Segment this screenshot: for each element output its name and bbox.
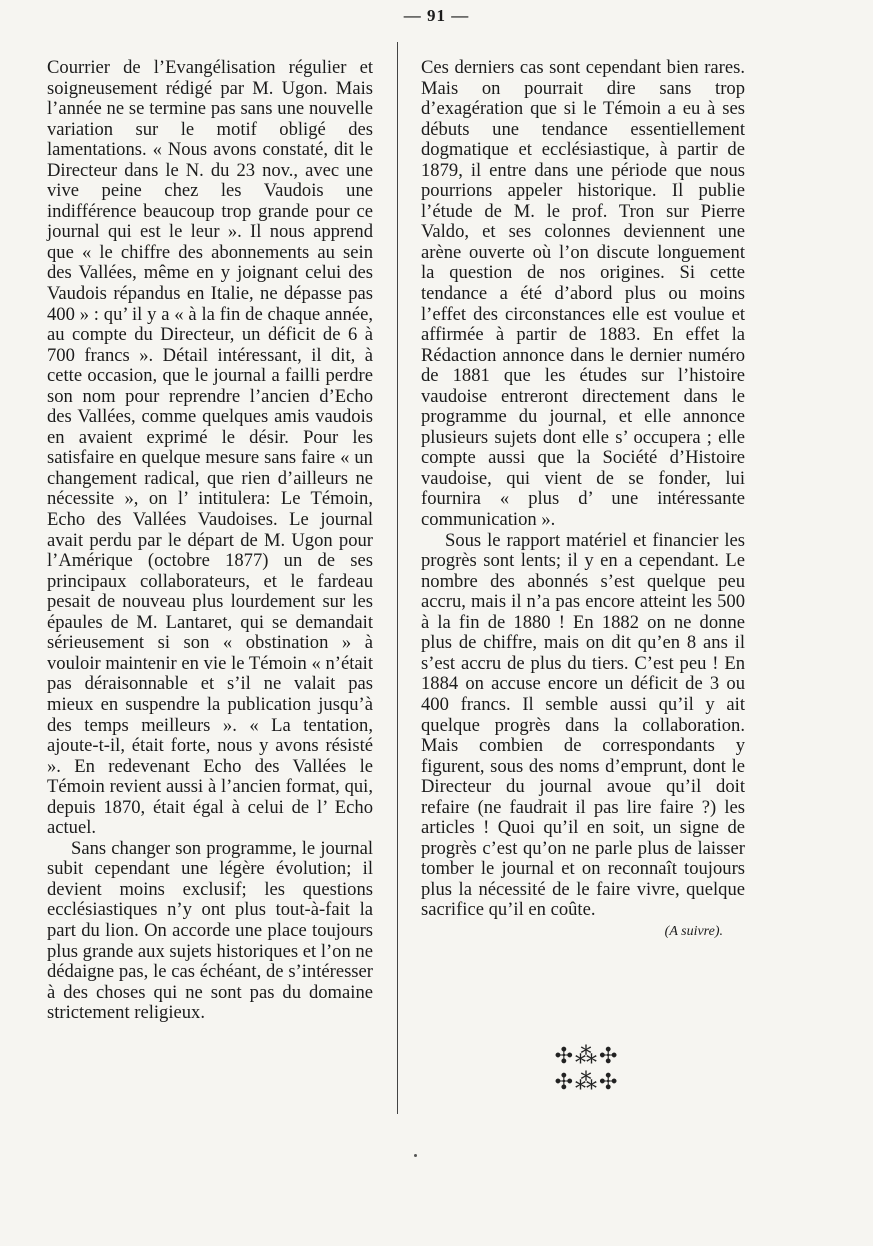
right-column	[421, 58, 745, 943]
left-paragraph-1: Courrier de l’Evangélisation régulier et soigneusement rédigé par M. Ugon. Mais l’année ne se termine pas sans une nouvelle variation sur le motif obligé des lamentations. « Nous avons constaté, dit le Directeur dans le N. du 23 nov., avec une vive peine chez les Vaudois une indifférence beaucoup trop grande pour ce journal qui est le leur ». Il nous apprend que « le chiffre des abonnements au sein des Vallées, même en y joignant celui des Vaudois répandus en Italie, ne dépasse pas 400 » : qu’ il y a « à la fin de chaque année, au compte du Directeur, un déficit de 6 à 700 francs ». Détail intéressant, il dit, à cette occasion, que le journal a failli perdre son nom pour reprendre l’ancien d’Echo des Vallées, comme quelques amis vaudois en avaient exprimé le désir. Pour les satisfaire en quelque mesure sans faire « un changement radical, que rien d’ailleurs ne nécessite », on l’ intitulera: Le Témoin, Echo des Vallées Vaudoises. Le journal avait perdu par le départ de M. Ugon pour l’Amérique (octobre 1877) un de ses principaux collaborateurs, et le fardeau pesait de nouveau plus lourdement sur les épaules de M. Lantaret, qui se demandait sérieusement si son « obstination » à vouloir maintenir en vie le Témoin « n’était pas déraisonnable et s’il ne valait pas mieux en suspendre la publication jusqu’à des temps meilleurs ». « La tentation, ajoute-t-il, était forte, nous y avons résisté ». En redevenant Echo des Vallées le Témoin revient aussi à l’ancien format, qui, depuis 1870, était égal à celui de l’ Echo actuel.	[47, 57, 373, 839]
page-number: — 91 —	[403, 6, 470, 25]
right-paragraph-2: Sous le rapport matériel et financier les progrès sont lents; il y en a cependant. Le nombre des abonnés s’est quelque peu accru, mais il n’a pas encore atteint les 500 à la fin de 1880 ! En 1882 on ne donne plus de chiffre, mais on dit qu’en 8 ans il s’est accru de plus du tiers. C’est peu ! En 1884 on accuse encore un déficit de 3 ou 400 francs. Il semble aussi qu’il y ait quelque progrès dans la collaboration. Mais combien de correspondants y figurent, sous des noms d’emprunt, dont le Directeur du journal avoue qu’il doit refaire (ne faudrait il pas lire faire ?) les articles ! Quoi qu’il en soit, un signe de progrès c’est qu’on ne parle plus de laisser tomber le journal et on reconnaît toujours plus la nécessité de le faire vivre, quelque sacrifice qu’il en coûte.	[421, 529, 745, 921]
ink-speck	[414, 1154, 417, 1157]
to-be-continued-note: (A suivre).	[664, 923, 723, 939]
column-divider	[397, 42, 398, 1114]
ornament-flourish: ✣⁂✣ ✣⁂✣	[554, 1043, 620, 1094]
right-paragraph-1: Ces derniers cas sont cependant bien rares. Mais on pourrait dire sans trop d’exagération que si le Témoin a eu à ses débuts une tendance essentiellement dogmatique et ecclésiastique, à partir de 1879, il entre dans une période que nous pourrions appeler historique. Il publie l’étude de M. le prof. Tron sur Pierre Valdo, et ses colonnes deviennent une arène ouverte où l’on discute longuement la question de nos origines. Si cette tendance a été d’abord plus ou moins l’effet des circonstances elle est voulue et affirmée à partir de 1883. En effet la Rédaction annonce dans le dernier numéro de 1881 que les études sur l’histoire vaudoise entreront directement dans le programme du journal, et elle annonce plusieurs sujets dont elle s’ occupera ; elle compte aussi que la Société d’Histoire vaudoise, qui vient de se fonder, lui fournira « plus d’ une intéressante communication ».	[421, 57, 745, 531]
left-column	[47, 58, 373, 1024]
left-paragraph-2: Sans changer son programme, le journal subit cependant une légère évolution; il devient moins exclusif; les questions ecclésiastiques n’y ont plus tout-à-fait la part du lion. On accorde une place toujours plus grande aux sujets historiques et l’on ne dédaigne pas, le cas échéant, de s’intéresser à des choses qui ne sont pas du domaine strictement religieux.	[47, 837, 373, 1024]
